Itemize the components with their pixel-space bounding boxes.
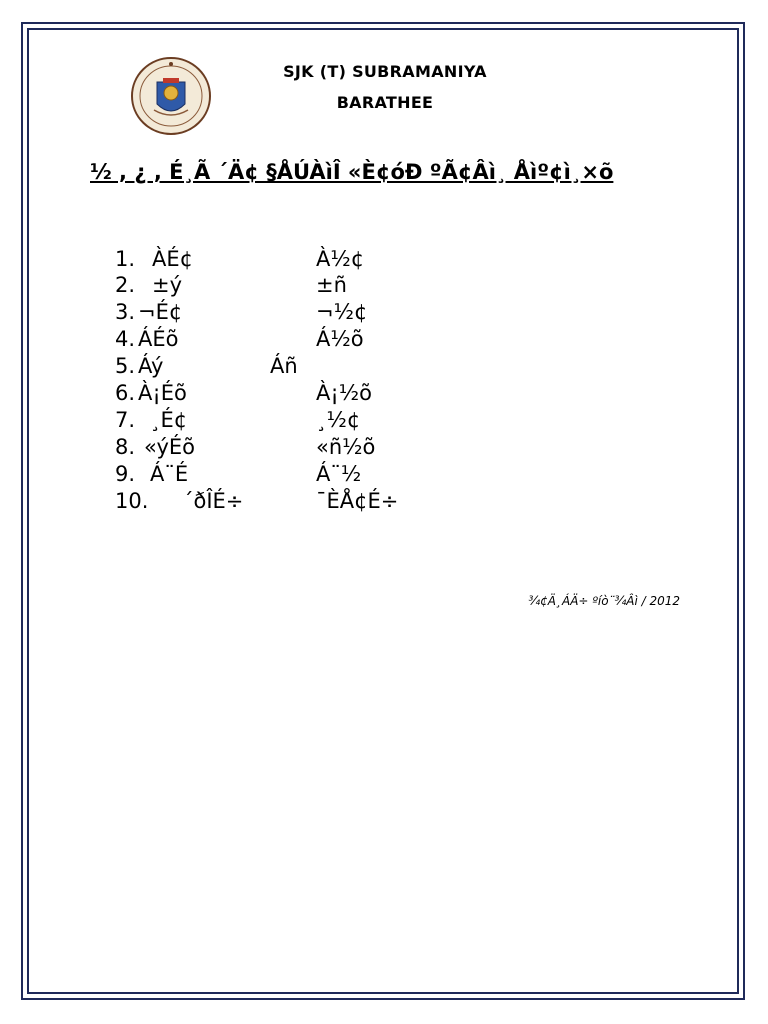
footer-note: ¾¢Ä¸ÁÄ÷ ºíò¨¾Âì / 2012 bbox=[528, 594, 680, 608]
worksheet-title: ½ , ¿ , É¸Ã ´Ä¢ §ÅÚÀìÎ «È¢óÐ ºÃ¢Âì¸ Åìº¢ì¸×õ bbox=[90, 160, 614, 184]
word-right: ¸½¢ bbox=[316, 408, 361, 432]
word-left: ¬É¢ bbox=[138, 300, 183, 324]
word-left: ±ý bbox=[152, 273, 183, 297]
item-number: 1. bbox=[115, 247, 136, 271]
word-left: ÀÉ¢ bbox=[152, 247, 193, 271]
item-number: 3. bbox=[115, 300, 136, 324]
item-number: 4. bbox=[115, 327, 136, 351]
word-right: Á¨½ bbox=[316, 462, 362, 486]
item-number: 6. bbox=[115, 381, 136, 405]
item-number: 2. bbox=[115, 273, 136, 297]
word-right: «ñ½õ bbox=[316, 435, 376, 459]
word-left: Áý bbox=[138, 354, 164, 378]
item-number: 7. bbox=[115, 408, 136, 432]
word-left: «ýÉõ bbox=[144, 435, 196, 459]
item-number: 8. bbox=[115, 435, 136, 459]
word-left: Á¨É bbox=[150, 462, 189, 486]
item-number: 9. bbox=[115, 462, 136, 486]
school-name-line1: SJK (T) SUBRAMANIYA bbox=[283, 62, 487, 81]
word-right: À¡½õ bbox=[316, 381, 372, 405]
word-left: À¡Éõ bbox=[138, 381, 187, 405]
word-right: ¯ÈÅ¢É÷ bbox=[316, 489, 399, 513]
word-left: ÁÉõ bbox=[138, 327, 179, 351]
word-right: ¬½¢ bbox=[316, 300, 368, 324]
school-name-line2: BARATHEE bbox=[336, 93, 434, 112]
word-right: Á½õ bbox=[316, 327, 364, 351]
school-logo bbox=[130, 56, 212, 136]
word-right: ±ñ bbox=[316, 273, 347, 297]
word-right: À½¢ bbox=[316, 247, 365, 271]
item-number: 10. bbox=[115, 489, 149, 513]
word-right: Áñ bbox=[270, 354, 298, 378]
item-number: 5. bbox=[115, 354, 136, 378]
word-left: ¸É¢ bbox=[150, 408, 188, 432]
word-left: ´ðÎÉ÷ bbox=[183, 489, 244, 513]
